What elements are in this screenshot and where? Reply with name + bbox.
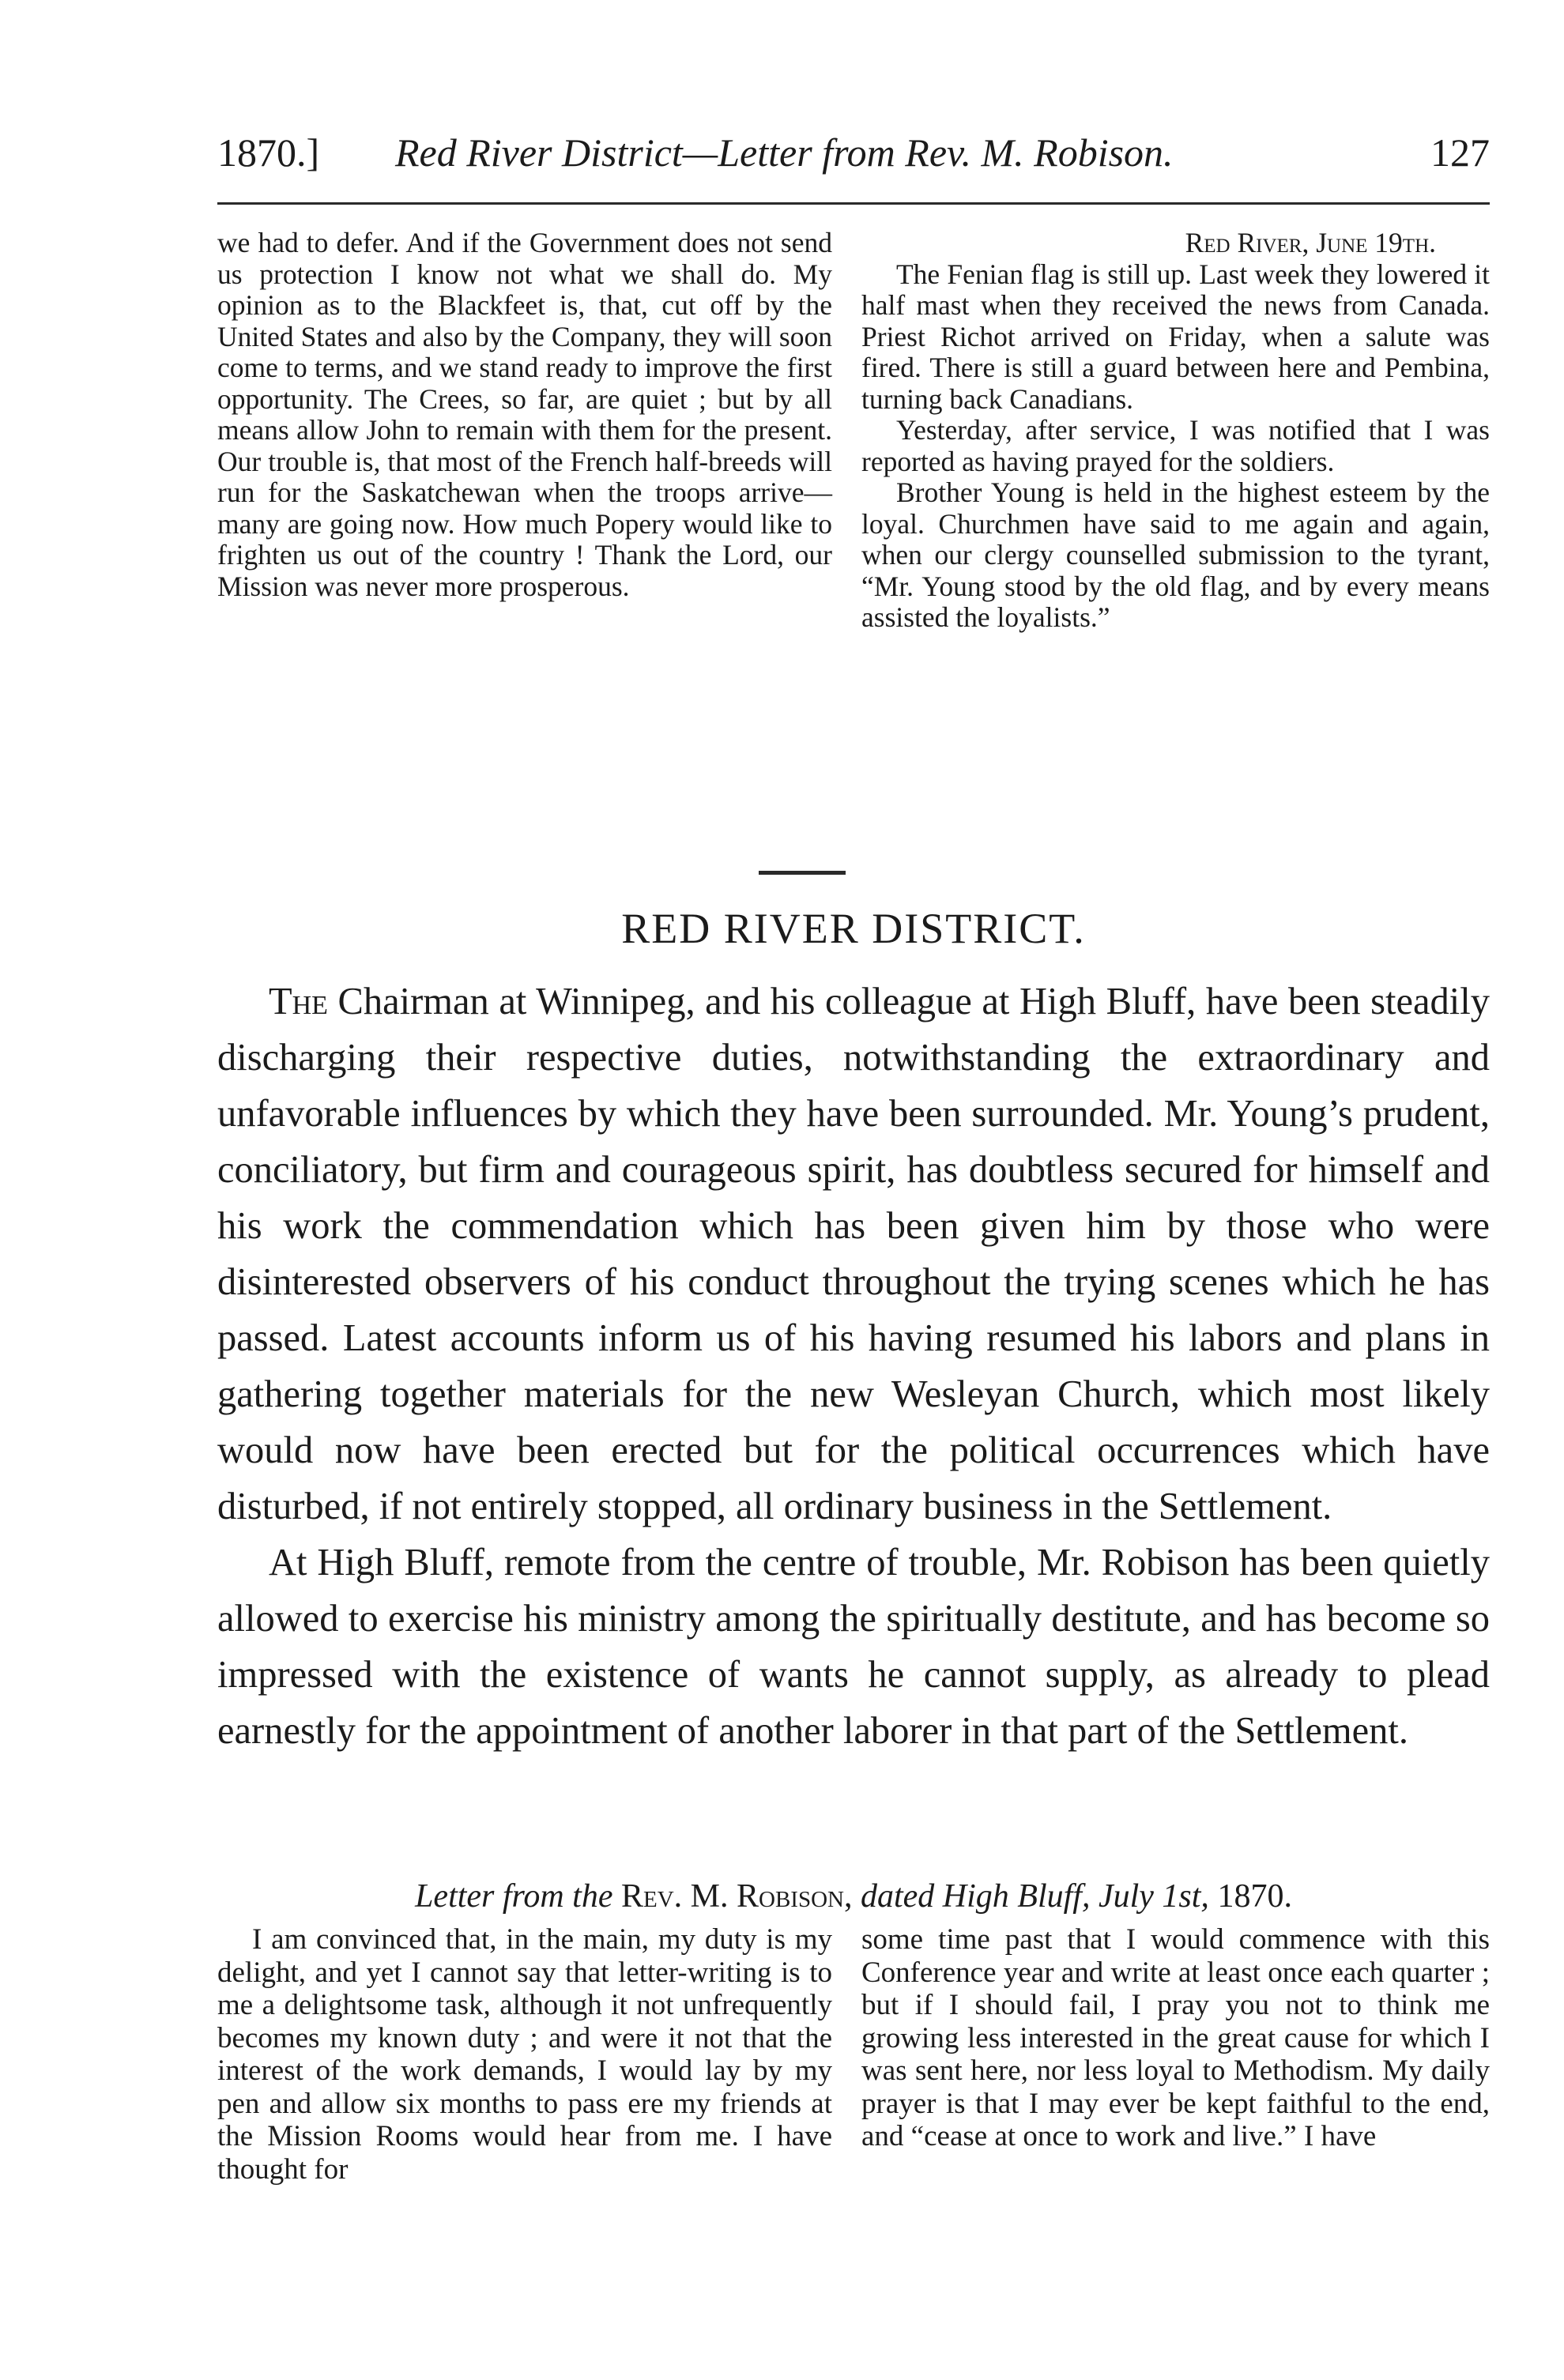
main-paragraph-2: At High Bluff, remote from the centre of trouble, Mr. Robison has been quietly allowed to exercise his ministry among the spiritually destitute, and has become so impressed with the existence of wants he cannot supply, as already to plead earnestly for the appointment of another laborer in that part of the Settlement. [217, 1542, 1490, 1752]
top-left-paragraph: we had to defer. And if the Government does not send us protection I know not what we shall do. My opinion as to the Blackfeet is, that, cut off by the United States and also by the Company, they will soon come to terms, and we stand ready to improve the first opportunity. The Crees, so far, are quiet ; but by all means allow John to remain with them for the present. Our trouble is, that most of the French half-breeds will run for the Saskatchewan when the troops arrive—many are going now. How much Popery would like to frighten us out of the country ! Thank the Lord, our Mission was never more prosperous. [217, 227, 832, 602]
top-left-column [217, 228, 832, 838]
header-rule [217, 202, 1490, 205]
letter-heading-year: 1870. [1208, 1878, 1292, 1915]
dateline: Red River, June 19th. [1185, 227, 1436, 258]
bottom-right-column [861, 1923, 1490, 2263]
header-title: Red River District—Letter from Rev. M. Robison. [395, 130, 1174, 175]
top-right-paragraph-2: Yesterday, after service, I was notified that I was reported as having prayed for the soldiers. [861, 414, 1490, 477]
letter-heading-part-1: Letter from the [415, 1878, 613, 1915]
lead-word: The [269, 981, 328, 1022]
letter-heading-date: dated High Bluff, July 1st, [860, 1878, 1209, 1915]
letter-heading-author: Rev. M. Robison, [612, 1878, 861, 1915]
section-divider [759, 871, 846, 875]
running-header [217, 125, 1490, 180]
section-title: RED RIVER DISTRICT. [621, 905, 1086, 952]
main-paragraph-1 [217, 973, 1490, 1535]
top-right-paragraph-3: Brother Young is held in the highest esteem by the loyal. Churchmen have said to me again and again, when our clergy counselled submission to the tyrant, “Mr. Young stood by the old flag, and by every means assisted the loyalists.” [861, 476, 1490, 633]
top-right-paragraph-1: The Fenian flag is still up. Last week they lowered it half mast when they received the news from Canada. Priest Richot arrived on Friday, when a salute was fired. There is still a guard between here and Pembina, turning back Canadians. [861, 258, 1490, 415]
bottom-left-paragraph: I am convinced that, in the main, my duty is my delight, and yet I cannot say that letter-writing is to me a delightsome task, although it not unfrequently becomes my known duty ; and were it not that the interest of the work demands, I would lay by my pen and allow six months to pass ere my friends at the Mission Rooms would hear from me. I have thought for [217, 1923, 832, 2186]
header-year: 1870.] [217, 130, 320, 175]
main-paragraph-1-text: Chairman at Winnipeg, and his colleague at High Bluff, have been steadily discharging their respective duties, notwithstanding the extraordinary and unfavorable influences by which they have been surrounded. Mr. Young’s prudent, conciliatory, but firm and courageous spirit, has doubtless secured for himself and his work the commendation which has been given him by those who were disinterested observers of his conduct throughout the trying scenes which he has passed. Latest accounts inform us of his having resumed his labors and plans in gathering together materials for the new Wesleyan Church, which most likely would now have been erected but for the political occurrences which have disturbed, if not entirely stopped, all ordinary business in the Settlement. [217, 981, 1490, 1527]
top-right-column [861, 228, 1490, 838]
letter-heading [217, 1873, 1490, 1920]
bottom-left-column [217, 1923, 832, 2263]
main-body [217, 973, 1490, 1759]
bottom-right-paragraph: some time past that I would commence with this Conference year and write at least once each quarter ; but if I should fail, I pray you not to think me growing less interested in the great cause for which I was sent here, nor less loyal to Methodism. My daily prayer is that I may ever be kept faithful to the end, and “cease at once to work and live.” I have [861, 1923, 1490, 2152]
page-number: 127 [1430, 130, 1490, 175]
